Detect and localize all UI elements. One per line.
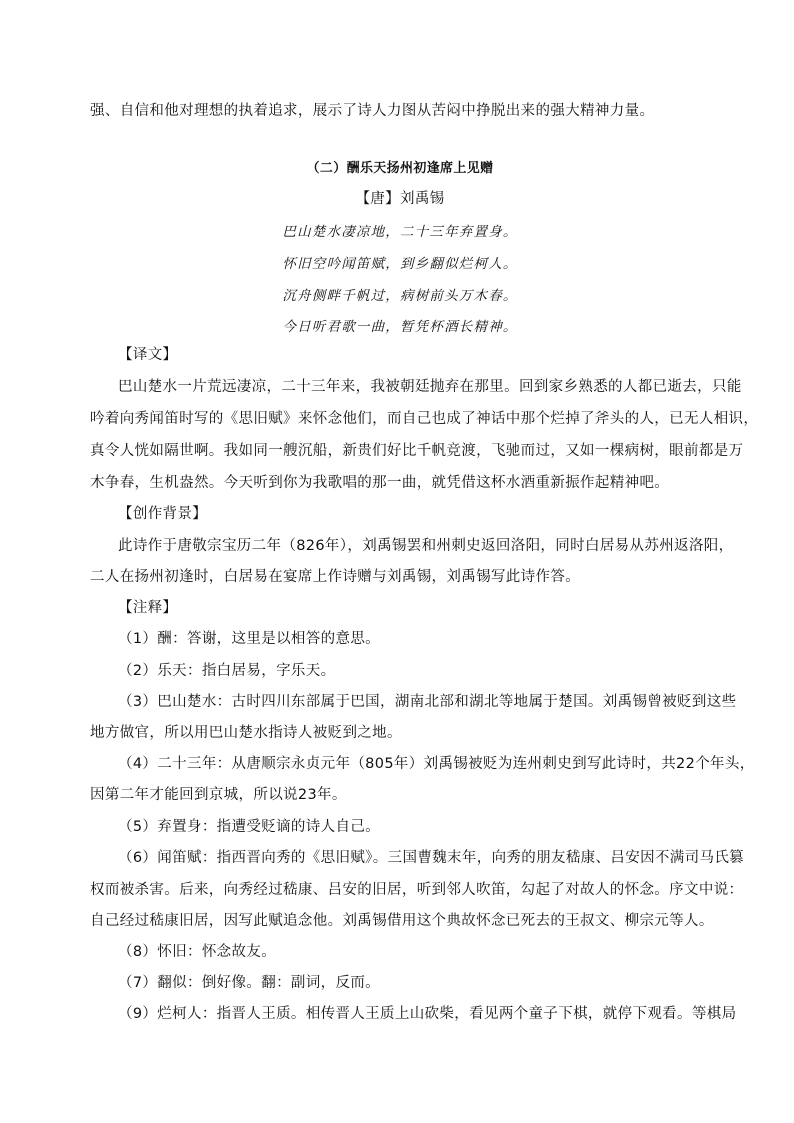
note-line: （8）怀旧：怀念故友。: [118, 944, 277, 960]
translation-line: 吟着向秀闻笛时写的《思旧赋》来怀念他们，而自己也成了神话中那个烂掉了斧头的人，已无人相识，: [90, 411, 759, 427]
note-line: （9）烂柯人：指晋人王质。相传晋人王质上山砍柴，看见两个童子下棋，就停下观看。等棋局: [118, 1006, 737, 1022]
note-line: 地方做官，所以用巴山楚水指诗人被贬到之地。: [90, 725, 402, 741]
background-heading: 【创作背景】: [118, 506, 208, 522]
note-line: （3）巴山楚水：古时四川东部属于巴国，湖南北部和湖北等地属于楚国。刘禹锡曾被贬到这些: [118, 694, 737, 710]
note-line: （5）弃置身：指遭受贬谪的诗人自己。: [118, 819, 381, 835]
poem-line: 巴山楚水凄凉地，二十三年弃置身。: [282, 224, 518, 240]
background-line: 二人在扬州初逢时，白居易在宴席上作诗赠与刘禹锡，刘禹锡写此诗作答。: [90, 569, 581, 585]
translation-heading: 【译文】: [118, 347, 178, 363]
note-line: （6）闻笛赋：指西晋向秀的《思旧赋》。三国曹魏末年，向秀的朋友嵇康、吕安因不满司马氏篡: [118, 850, 745, 866]
poem-line: 沉舟侧畔千帆过，病树前头万木春。: [282, 288, 518, 304]
translation-line: 木争春，生机盎然。今天听到你为我歌唱的那一曲，就凭借这杯水酒重新振作起精神吧。: [90, 475, 670, 491]
poem-line: 今日听君歌一曲，暂凭杯酒长精神。: [282, 319, 518, 335]
translation-line: 巴山楚水一片荒远凄凉，二十三年来，我被朝廷抛弃在那里。回到家乡熟悉的人都已逝去，只能: [118, 379, 742, 395]
note-line: 权而被杀害。后来，向秀经过嵇康、吕安的旧居，听到邻人吹笛，勾起了对故人的怀念。序文中说：: [90, 882, 744, 898]
poem-title: （二）酬乐天扬州初逢席上见赠: [306, 161, 494, 176]
note-line: （1）酬：答谢，这里是以相答的意思。: [118, 631, 381, 647]
note-line: （4）二十三年：从唐顺宗永贞元年（805年）刘禹锡被贬为连州刺史到写此诗时，共22个年头，: [118, 756, 755, 772]
poem-author: 【唐】刘禹锡: [355, 191, 445, 207]
note-line: 因第二年才能回到京城，所以说23年。: [90, 787, 347, 803]
note-line: （7）翻似：倒好像。翻：副词，反而。: [118, 975, 381, 991]
notes-heading: 【注释】: [118, 600, 178, 616]
poem-line: 怀旧空吟闻笛赋，到乡翻似烂柯人。: [282, 256, 518, 272]
background-line: 此诗作于唐敬宗宝历二年（826年），刘禹锡罢和州刺史返回洛阳，同时白居易从苏州返洛阳，: [118, 538, 734, 554]
note-line: （2）乐天：指白居易，字乐天。: [118, 663, 336, 679]
translation-line: 真令人恍如隔世啊。我如同一艘沉船，新贵们好比千帆竞渡，飞驰而过，又如一棵病树，眼前都是万: [90, 443, 744, 459]
note-line: 自己经过嵇康旧居，因写此赋追念他。刘禹锡借用这个典故怀念已死去的王叔文、柳宗元等人。: [90, 913, 714, 929]
intro-tail-paragraph: 强、自信和他对理想的执着追求，展示了诗人力图从苦闷中挣脱出来的强大精神力量。: [90, 103, 655, 119]
